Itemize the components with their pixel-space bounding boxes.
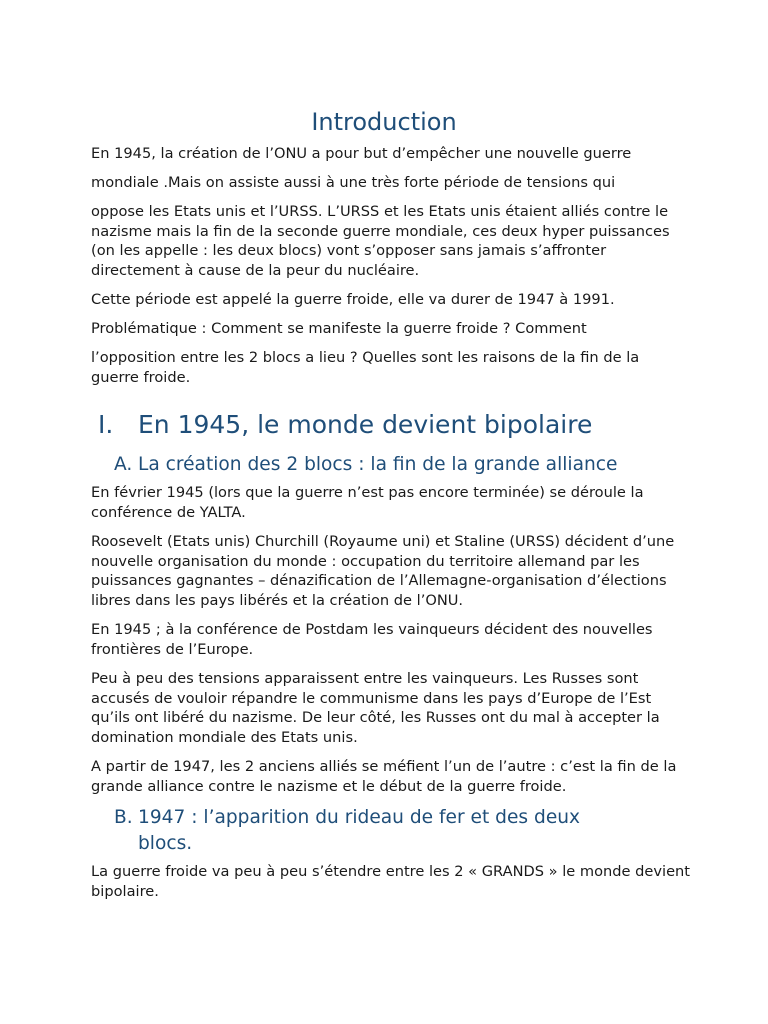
section-title: En 1945, le monde devient bipolaire	[138, 410, 593, 439]
body-paragraph: A partir de 1947, les 2 anciens alliés se méfient l’un de l’autre : c’est la fin de la grande alliance contre le nazisme et le début de la guerre froide.	[91, 758, 677, 795]
problematique-paragraph: Problématique : Comment se manifeste la guerre froide ? Comment	[91, 320, 587, 337]
subsection-b-heading	[114, 805, 654, 857]
subsection-title: La création des 2 blocs : la fin de la grande alliance	[138, 454, 618, 475]
subsection-a-heading	[114, 452, 617, 478]
body-paragraph: Peu à peu des tensions apparaissent entre les vainqueurs. Les Russes sont accusés de vouloir répandre le communisme dans les pays d’Europe de l’Est qu’ils ont libéré du nazisme. De leur côté, les Russes ont du mal à accepter la domination mondiale des Etats unis.	[91, 670, 660, 746]
body-paragraph: En février 1945 (lors que la guerre n’est pas encore terminée) se déroule la conférence de YALTA.	[91, 484, 644, 521]
problematique-paragraph: l’opposition entre les 2 blocs a lieu ? Quelles sont les raisons de la fin de la guerre froide.	[91, 349, 640, 386]
subsection-number: A.	[114, 454, 133, 475]
intro-paragraph: En 1945, la création de l’ONU a pour but d’empêcher une nouvelle guerre	[91, 145, 632, 162]
subsection-title: 1947 : l’apparition du rideau de fer et des deux blocs.	[138, 807, 581, 854]
body-paragraph: Roosevelt (Etats unis) Churchill (Royaume uni) et Staline (URSS) décident d’une nouvelle organisation du monde : occupation du territoire allemand par les puissances gagnantes – dénazification de l’Allemagne-organisation d’élections libres dans les pays libérés et la création de l’ONU.	[91, 533, 675, 609]
section-number: I.	[98, 410, 114, 439]
intro-paragraph: mondiale .Mais on assiste aussi à une très forte période de tensions qui	[91, 174, 616, 191]
body-paragraph: En 1945 ; à la conférence de Postdam les vainqueurs décident des nouvelles frontières de l’Europe.	[91, 621, 653, 658]
subsection-number: B.	[114, 807, 133, 828]
intro-paragraph: Cette période est appelé la guerre froide, elle va durer de 1947 à 1991.	[91, 291, 615, 308]
page-title: Introduction	[311, 108, 457, 136]
intro-paragraph: oppose les Etats unis et l’URSS. L’URSS et les Etats unis étaient alliés contre le nazisme mais la fin de la seconde guerre mondiale, ces deux hyper puissances (on les appelle : les deux blocs) vont s’opposer sans jamais s’affronter directement à cause de la peur du nucléaire.	[91, 203, 670, 279]
body-paragraph: La guerre froide va peu à peu s’étendre entre les 2 « GRANDS » le monde devient bipolaire.	[91, 863, 691, 900]
section-1-heading	[98, 408, 592, 442]
